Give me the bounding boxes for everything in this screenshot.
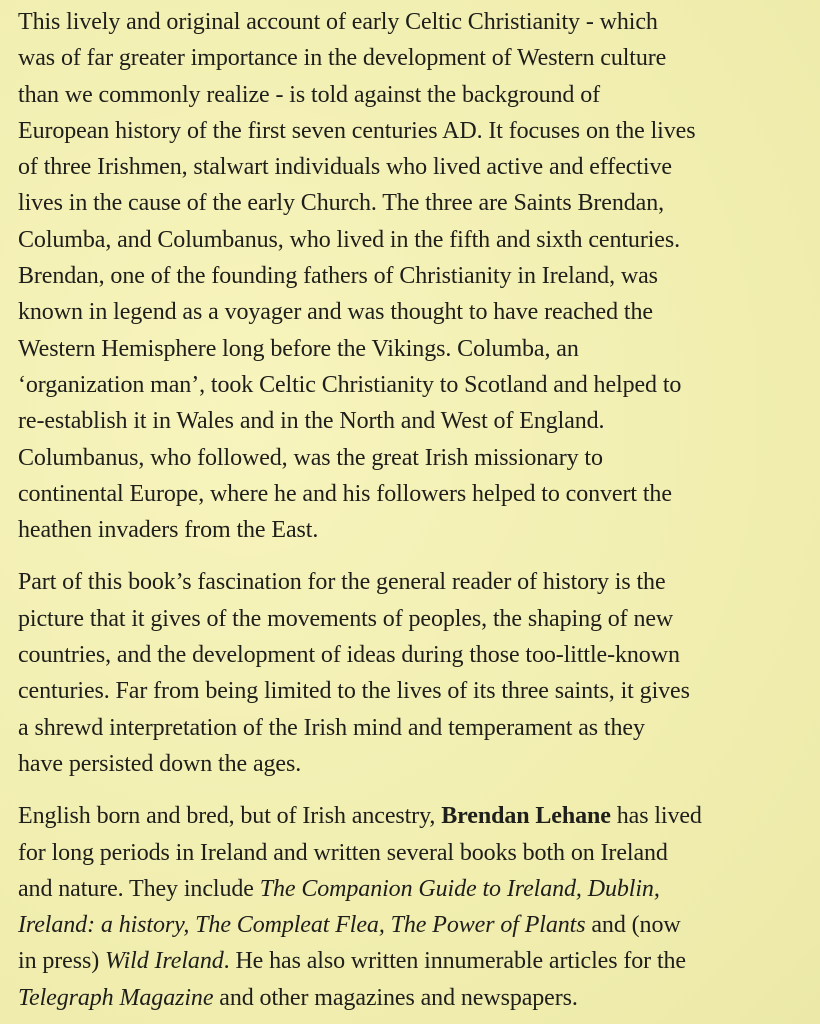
text-line: [18, 907, 814, 943]
text-line: This lively and original account of early Celtic Christianity - which: [18, 8, 658, 35]
text-line: Part of this book’s fascination for the general reader of history is the: [18, 568, 666, 596]
text-line: heathen invaders from the East.: [18, 516, 319, 544]
text-line: of three Irishmen, stalwart individuals who lived active and effective: [18, 153, 672, 181]
book-titles: The Companion Guide to Ireland, Dublin,: [259, 874, 660, 902]
bio-text: in press): [18, 947, 106, 975]
text-line: countries, and the development of ideas during those too-little-known: [18, 641, 680, 669]
text-line: known in legend as a voyager and was thought to have reached the: [18, 298, 653, 326]
bio-text: and other magazines and newspapers.: [213, 983, 578, 1011]
paragraph-author-bio: [18, 798, 820, 1016]
text-line: a shrewd interpretation of the Irish mind and temperament as they: [18, 713, 645, 741]
bio-text: has lived: [610, 802, 702, 830]
text-line: ‘organization man’, took Celtic Christianity to Scotland and helped to: [18, 370, 682, 398]
book-title: Wild Ireland: [105, 947, 224, 975]
text-line: [18, 871, 814, 907]
text-line: Columba, and Columbanus, who lived in the fifth and sixth centuries.: [18, 225, 681, 253]
bio-text: and nature. They include: [18, 874, 260, 902]
text-line: for long periods in Ireland and written several books both on Ireland: [18, 838, 668, 866]
text-line: continental Europe, where he and his followers helped to convert the: [18, 479, 672, 507]
text-line: centuries. Far from being limited to the lives of its three saints, it gives: [18, 677, 690, 705]
text-line: Brendan, one of the founding fathers of Christianity in Ireland, was: [18, 262, 658, 290]
text-line: Western Hemisphere long before the Vikings. Columba, an: [18, 334, 579, 362]
text-line: re-establish it in Wales and in the North and West of England.: [18, 407, 605, 435]
text-line: [18, 980, 814, 1016]
paragraph-book-summary: [18, 4, 820, 548]
bio-text: and (now: [585, 911, 681, 939]
text-line: [18, 798, 814, 834]
text-line: lives in the cause of the early Church. The three are Saints Brendan,: [18, 189, 665, 217]
text-line: European history of the first seven centuries AD. It focuses on the lives: [18, 116, 696, 144]
paragraph-book-appeal: [18, 564, 820, 782]
book-titles: Ireland: a history, The Compleat Flea, The Power of Plants: [18, 911, 586, 939]
text-line: picture that it gives of the movements of peoples, the shaping of new: [18, 604, 674, 632]
text-line: Columbanus, who followed, was the great Irish missionary to: [18, 443, 603, 471]
text-line: than we commonly realize - is told against the background of: [18, 80, 601, 108]
text-line: was of far greater importance in the development of Western culture: [18, 44, 667, 72]
bio-text: English born and bred, but of Irish ancestry,: [18, 802, 442, 830]
magazine-title: Telegraph Magazine: [18, 983, 214, 1011]
bio-text: . He has also written innumerable articles for the: [223, 947, 686, 975]
text-line: have persisted down the ages.: [18, 749, 302, 777]
text-line: [18, 943, 814, 979]
author-name: Brendan Lehane: [441, 802, 611, 830]
